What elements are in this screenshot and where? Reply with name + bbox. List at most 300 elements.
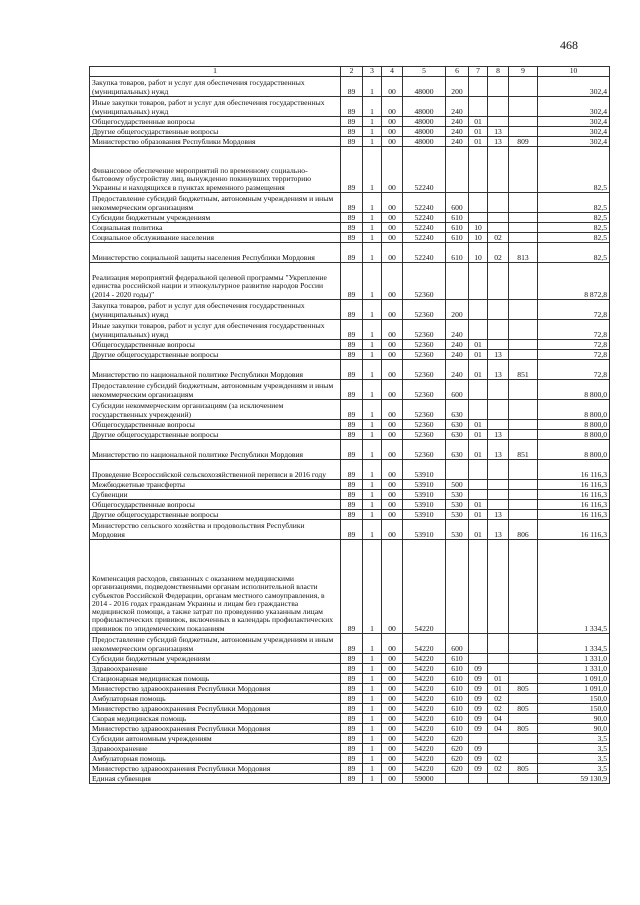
- table-row: [90, 460, 610, 480]
- cell-code-2: 89: [341, 193, 363, 213]
- cell-name: Субвенции: [90, 490, 341, 500]
- table-row: [90, 654, 610, 664]
- table-row: [90, 724, 610, 734]
- cell-code-7: 09: [469, 674, 488, 684]
- cell-name: Другие общегосударственные вопросы: [90, 127, 341, 137]
- cell-code-8: [488, 340, 509, 350]
- cell-code-8: [488, 213, 509, 223]
- cell-code-8: [488, 774, 509, 784]
- cell-amount: 16 116,3: [538, 480, 610, 490]
- table-row: [90, 540, 610, 634]
- cell-code-8: [488, 147, 509, 193]
- cell-amount: 8 800,0: [538, 430, 610, 440]
- cell-amount: 8 872,8: [538, 263, 610, 300]
- cell-code-3: 1: [363, 664, 382, 674]
- cell-code-4: 00: [382, 350, 403, 360]
- cell-code-3: 1: [363, 340, 382, 350]
- cell-code-3: 1: [363, 243, 382, 263]
- cell-code-2: 89: [341, 137, 363, 147]
- cell-code-6: 610: [446, 243, 469, 263]
- cell-code-4: 00: [382, 300, 403, 320]
- cell-code-5: 59000: [403, 774, 446, 784]
- cell-code-8: 04: [488, 724, 509, 734]
- cell-code-6: 620: [446, 744, 469, 754]
- cell-amount: 8 800,0: [538, 440, 610, 460]
- cell-code-7: 09: [469, 694, 488, 704]
- cell-code-9: [509, 223, 538, 233]
- cell-code-5: 54220: [403, 724, 446, 734]
- cell-name: Общегосударственные вопросы: [90, 420, 341, 430]
- cell-code-5: 52360: [403, 420, 446, 430]
- cell-code-9: [509, 320, 538, 340]
- cell-code-7: 01: [469, 117, 488, 127]
- table-row: [90, 714, 610, 724]
- cell-code-2: 89: [341, 127, 363, 137]
- cell-code-6: 630: [446, 440, 469, 460]
- cell-code-7: 09: [469, 724, 488, 734]
- cell-code-9: [509, 490, 538, 500]
- cell-code-5: 53910: [403, 460, 446, 480]
- cell-code-7: [469, 213, 488, 223]
- cell-code-4: 00: [382, 223, 403, 233]
- cell-code-8: 02: [488, 704, 509, 714]
- cell-code-8: [488, 193, 509, 213]
- cell-code-5: 54220: [403, 684, 446, 694]
- cell-amount: 3,5: [538, 764, 610, 774]
- cell-code-5: 52360: [403, 400, 446, 420]
- cell-code-4: 00: [382, 233, 403, 243]
- cell-code-5: 54220: [403, 634, 446, 654]
- cell-code-9: [509, 654, 538, 664]
- cell-code-2: 89: [341, 400, 363, 420]
- table-row: [90, 127, 610, 137]
- cell-code-4: 00: [382, 774, 403, 784]
- cell-code-2: 89: [341, 520, 363, 540]
- cell-code-7: [469, 77, 488, 97]
- cell-code-7: [469, 300, 488, 320]
- cell-code-4: 00: [382, 400, 403, 420]
- cell-code-4: 00: [382, 147, 403, 193]
- table-row: [90, 243, 610, 263]
- cell-code-3: 1: [363, 117, 382, 127]
- cell-code-2: 89: [341, 420, 363, 430]
- table-row: [90, 704, 610, 714]
- table-row: [90, 300, 610, 320]
- cell-code-7: [469, 320, 488, 340]
- cell-code-4: 00: [382, 490, 403, 500]
- cell-code-4: 00: [382, 704, 403, 714]
- table-row: [90, 400, 610, 420]
- cell-code-6: 610: [446, 213, 469, 223]
- cell-amount: 16 116,3: [538, 490, 610, 500]
- cell-amount: 3,5: [538, 754, 610, 764]
- cell-code-7: 01: [469, 430, 488, 440]
- cell-name: Закупка товаров, работ и услуг для обеспечения государственных (муниципальных) нужд: [90, 300, 341, 320]
- cell-code-4: 00: [382, 380, 403, 400]
- cell-name: Общегосударственные вопросы: [90, 340, 341, 350]
- cell-code-4: 00: [382, 430, 403, 440]
- cell-code-8: 13: [488, 360, 509, 380]
- cell-code-9: [509, 147, 538, 193]
- header-col-3: 3: [363, 67, 382, 77]
- cell-code-9: [509, 127, 538, 137]
- cell-code-8: [488, 263, 509, 300]
- cell-code-4: 00: [382, 213, 403, 223]
- cell-code-6: 610: [446, 724, 469, 734]
- cell-name: Социальное обслуживание населения: [90, 233, 341, 243]
- cell-code-3: 1: [363, 147, 382, 193]
- cell-code-4: 00: [382, 714, 403, 724]
- cell-code-2: 89: [341, 744, 363, 754]
- cell-code-5: 54220: [403, 664, 446, 674]
- cell-code-7: 01: [469, 420, 488, 430]
- table-row: [90, 774, 610, 784]
- cell-code-7: [469, 460, 488, 480]
- cell-name: Социальная политика: [90, 223, 341, 233]
- cell-amount: 150,0: [538, 694, 610, 704]
- cell-code-9: [509, 714, 538, 724]
- cell-code-3: 1: [363, 674, 382, 684]
- cell-code-5: 52240: [403, 213, 446, 223]
- header-col-5: 5: [403, 67, 446, 77]
- cell-code-3: 1: [363, 684, 382, 694]
- cell-code-9: [509, 420, 538, 430]
- cell-code-2: 89: [341, 440, 363, 460]
- cell-code-6: 240: [446, 360, 469, 380]
- cell-amount: 72,8: [538, 350, 610, 360]
- cell-code-9: 805: [509, 764, 538, 774]
- cell-amount: 3,5: [538, 734, 610, 744]
- cell-code-9: [509, 674, 538, 684]
- cell-code-6: 600: [446, 193, 469, 213]
- cell-code-3: 1: [363, 430, 382, 440]
- cell-code-7: 01: [469, 340, 488, 350]
- cell-code-8: 13: [488, 430, 509, 440]
- cell-code-6: 530: [446, 490, 469, 500]
- cell-code-8: [488, 97, 509, 117]
- cell-code-5: 54220: [403, 674, 446, 684]
- cell-name: Общегосударственные вопросы: [90, 117, 341, 127]
- cell-code-2: 89: [341, 500, 363, 510]
- cell-code-8: 13: [488, 440, 509, 460]
- cell-amount: 59 130,9: [538, 774, 610, 784]
- cell-code-3: 1: [363, 480, 382, 490]
- table-row: [90, 213, 610, 223]
- cell-code-4: 00: [382, 460, 403, 480]
- cell-name: Другие общегосударственные вопросы: [90, 510, 341, 520]
- table-row: [90, 420, 610, 430]
- cell-code-6: 610: [446, 694, 469, 704]
- cell-code-9: [509, 754, 538, 764]
- cell-code-5: 54220: [403, 764, 446, 774]
- cell-code-5: 54220: [403, 540, 446, 634]
- cell-code-7: 01: [469, 520, 488, 540]
- cell-code-8: 13: [488, 137, 509, 147]
- cell-code-3: 1: [363, 724, 382, 734]
- cell-code-5: 54220: [403, 714, 446, 724]
- cell-code-2: 89: [341, 764, 363, 774]
- cell-code-4: 00: [382, 127, 403, 137]
- cell-code-4: 00: [382, 77, 403, 97]
- cell-code-6: 610: [446, 223, 469, 233]
- page-number: 468: [560, 38, 578, 52]
- cell-code-4: 00: [382, 724, 403, 734]
- cell-code-3: 1: [363, 694, 382, 704]
- cell-code-7: [469, 480, 488, 490]
- cell-code-2: 89: [341, 480, 363, 490]
- cell-code-8: [488, 734, 509, 744]
- cell-code-6: [446, 147, 469, 193]
- table-row: [90, 340, 610, 350]
- header-col-4: 4: [382, 67, 403, 77]
- cell-code-7: 01: [469, 350, 488, 360]
- cell-code-7: 10: [469, 233, 488, 243]
- cell-name: Другие общегосударственные вопросы: [90, 430, 341, 440]
- cell-code-5: 52360: [403, 350, 446, 360]
- cell-code-3: 1: [363, 520, 382, 540]
- cell-code-6: 600: [446, 380, 469, 400]
- cell-code-5: 52240: [403, 233, 446, 243]
- cell-code-2: 89: [341, 634, 363, 654]
- cell-code-6: 240: [446, 117, 469, 127]
- cell-code-9: [509, 734, 538, 744]
- cell-code-7: [469, 380, 488, 400]
- cell-code-4: 00: [382, 243, 403, 263]
- table-row: [90, 193, 610, 213]
- cell-code-8: [488, 117, 509, 127]
- header-col-1: 1: [90, 67, 341, 77]
- cell-code-6: 610: [446, 654, 469, 664]
- header-col-2: 2: [341, 67, 363, 77]
- cell-code-2: 89: [341, 360, 363, 380]
- cell-amount: 72,8: [538, 300, 610, 320]
- cell-code-6: [446, 774, 469, 784]
- cell-code-9: [509, 380, 538, 400]
- cell-code-8: 02: [488, 694, 509, 704]
- cell-code-2: 89: [341, 684, 363, 694]
- cell-name: Стационарная медицинская помощь: [90, 674, 341, 684]
- cell-amount: 16 116,3: [538, 460, 610, 480]
- cell-code-4: 00: [382, 744, 403, 754]
- cell-amount: 302,4: [538, 137, 610, 147]
- cell-code-2: 89: [341, 380, 363, 400]
- table-row: [90, 694, 610, 704]
- cell-name: Здравоохранение: [90, 664, 341, 674]
- cell-code-7: [469, 97, 488, 117]
- cell-name: Министерство социальной защиты населения Республики Мордовия: [90, 243, 341, 263]
- table-row: [90, 97, 610, 117]
- cell-name: Амбулаторная помощь: [90, 694, 341, 704]
- cell-amount: 1 091,0: [538, 674, 610, 684]
- cell-code-7: [469, 400, 488, 420]
- cell-code-6: [446, 263, 469, 300]
- cell-code-9: [509, 300, 538, 320]
- cell-code-6: 610: [446, 674, 469, 684]
- cell-code-5: 54220: [403, 694, 446, 704]
- cell-code-8: [488, 634, 509, 654]
- cell-code-8: [488, 400, 509, 420]
- cell-code-6: 240: [446, 340, 469, 350]
- cell-amount: 82,5: [538, 233, 610, 243]
- cell-code-8: [488, 490, 509, 500]
- cell-code-5: 54220: [403, 704, 446, 714]
- cell-amount: 82,5: [538, 213, 610, 223]
- cell-code-5: 48000: [403, 97, 446, 117]
- cell-code-4: 00: [382, 263, 403, 300]
- cell-code-5: 48000: [403, 117, 446, 127]
- cell-code-8: [488, 300, 509, 320]
- cell-code-5: 53910: [403, 500, 446, 510]
- cell-code-6: 200: [446, 300, 469, 320]
- cell-code-2: 89: [341, 724, 363, 734]
- cell-name: Здравоохранение: [90, 744, 341, 754]
- cell-code-3: 1: [363, 223, 382, 233]
- cell-code-2: 89: [341, 694, 363, 704]
- cell-code-6: 630: [446, 420, 469, 430]
- cell-code-5: 54220: [403, 654, 446, 664]
- table-row: [90, 380, 610, 400]
- cell-code-8: 02: [488, 764, 509, 774]
- cell-amount: 72,8: [538, 340, 610, 350]
- cell-code-6: 610: [446, 664, 469, 674]
- cell-code-9: [509, 430, 538, 440]
- table-row: [90, 764, 610, 774]
- cell-code-8: 02: [488, 754, 509, 764]
- cell-code-4: 00: [382, 97, 403, 117]
- cell-code-3: 1: [363, 263, 382, 300]
- table-row: [90, 430, 610, 440]
- cell-code-9: [509, 664, 538, 674]
- cell-amount: 16 116,3: [538, 520, 610, 540]
- cell-code-2: 89: [341, 117, 363, 127]
- cell-amount: 150,0: [538, 704, 610, 714]
- cell-amount: 302,4: [538, 97, 610, 117]
- cell-amount: 1 331,0: [538, 654, 610, 664]
- cell-name: Амбулаторная помощь: [90, 754, 341, 764]
- cell-code-9: [509, 480, 538, 490]
- cell-code-7: [469, 734, 488, 744]
- cell-code-4: 00: [382, 500, 403, 510]
- cell-code-6: 240: [446, 97, 469, 117]
- cell-amount: 72,8: [538, 360, 610, 380]
- cell-code-6: 500: [446, 480, 469, 490]
- cell-name: Министерство сельского хозяйства и продовольствия Республики Мордовия: [90, 520, 341, 540]
- table-row: [90, 734, 610, 744]
- cell-name: Предоставление субсидий бюджетным, автономным учреждениям и иным некоммерческим организациям: [90, 634, 341, 654]
- header-col-7: 7: [469, 67, 488, 77]
- cell-code-4: 00: [382, 440, 403, 460]
- cell-name: Закупка товаров, работ и услуг для обеспечения государственных (муниципальных) нужд: [90, 77, 341, 97]
- table-row: [90, 223, 610, 233]
- cell-code-2: 89: [341, 263, 363, 300]
- cell-code-3: 1: [363, 350, 382, 360]
- cell-code-5: 48000: [403, 127, 446, 137]
- cell-name: Другие общегосударственные вопросы: [90, 350, 341, 360]
- cell-code-6: 610: [446, 714, 469, 724]
- cell-code-3: 1: [363, 754, 382, 764]
- cell-code-6: 620: [446, 734, 469, 744]
- cell-code-3: 1: [363, 704, 382, 714]
- cell-name: Министерство по национальной политике Республики Мордовия: [90, 360, 341, 380]
- cell-code-7: 01: [469, 510, 488, 520]
- cell-code-9: [509, 233, 538, 243]
- cell-name: Межбюджетные трансферты: [90, 480, 341, 490]
- table-row: [90, 137, 610, 147]
- cell-code-5: 52360: [403, 360, 446, 380]
- cell-code-3: 1: [363, 460, 382, 480]
- cell-name: Скорая медицинская помощь: [90, 714, 341, 724]
- cell-code-9: [509, 117, 538, 127]
- cell-code-3: 1: [363, 360, 382, 380]
- cell-name: Министерство образования Республики Мордовия: [90, 137, 341, 147]
- cell-code-4: 00: [382, 764, 403, 774]
- cell-name: Предоставление субсидий бюджетным, автономным учреждениям и иным некоммерческим организациям: [90, 380, 341, 400]
- cell-name: Общегосударственные вопросы: [90, 500, 341, 510]
- cell-code-7: 10: [469, 223, 488, 233]
- cell-code-8: [488, 77, 509, 97]
- cell-code-2: 89: [341, 674, 363, 684]
- cell-name: Министерство здравоохранения Республики Мордовия: [90, 724, 341, 734]
- cell-name: Министерство по национальной политике Республики Мордовия: [90, 440, 341, 460]
- table-row: [90, 233, 610, 243]
- cell-code-3: 1: [363, 137, 382, 147]
- cell-amount: 302,4: [538, 127, 610, 137]
- cell-code-7: [469, 147, 488, 193]
- cell-code-8: [488, 380, 509, 400]
- cell-code-7: 09: [469, 704, 488, 714]
- cell-code-4: 00: [382, 360, 403, 380]
- cell-code-2: 89: [341, 233, 363, 243]
- cell-code-6: 530: [446, 520, 469, 540]
- cell-code-6: 620: [446, 754, 469, 764]
- cell-code-3: 1: [363, 500, 382, 510]
- cell-code-3: 1: [363, 764, 382, 774]
- cell-code-6: 610: [446, 233, 469, 243]
- cell-code-3: 1: [363, 213, 382, 223]
- cell-code-9: [509, 77, 538, 97]
- cell-amount: 82,5: [538, 243, 610, 263]
- cell-code-3: 1: [363, 97, 382, 117]
- table-header-row: [90, 67, 610, 77]
- cell-amount: 90,0: [538, 724, 610, 734]
- cell-code-6: 610: [446, 704, 469, 714]
- cell-code-2: 89: [341, 540, 363, 634]
- table-row: [90, 634, 610, 654]
- cell-code-8: 13: [488, 520, 509, 540]
- cell-code-9: [509, 744, 538, 754]
- cell-code-8: [488, 500, 509, 510]
- cell-code-3: 1: [363, 734, 382, 744]
- cell-code-3: 1: [363, 490, 382, 500]
- cell-code-8: 04: [488, 714, 509, 724]
- cell-code-5: 54220: [403, 754, 446, 764]
- cell-code-2: 89: [341, 664, 363, 674]
- cell-code-8: [488, 320, 509, 340]
- cell-code-9: 806: [509, 520, 538, 540]
- cell-code-2: 89: [341, 460, 363, 480]
- cell-code-8: [488, 540, 509, 634]
- cell-code-6: 240: [446, 320, 469, 340]
- cell-code-6: 530: [446, 500, 469, 510]
- cell-code-4: 00: [382, 510, 403, 520]
- table-row: [90, 684, 610, 694]
- cell-code-8: [488, 480, 509, 490]
- cell-code-4: 00: [382, 654, 403, 664]
- cell-code-6: 630: [446, 400, 469, 420]
- cell-code-2: 89: [341, 320, 363, 340]
- cell-code-6: 240: [446, 137, 469, 147]
- table-row: [90, 320, 610, 340]
